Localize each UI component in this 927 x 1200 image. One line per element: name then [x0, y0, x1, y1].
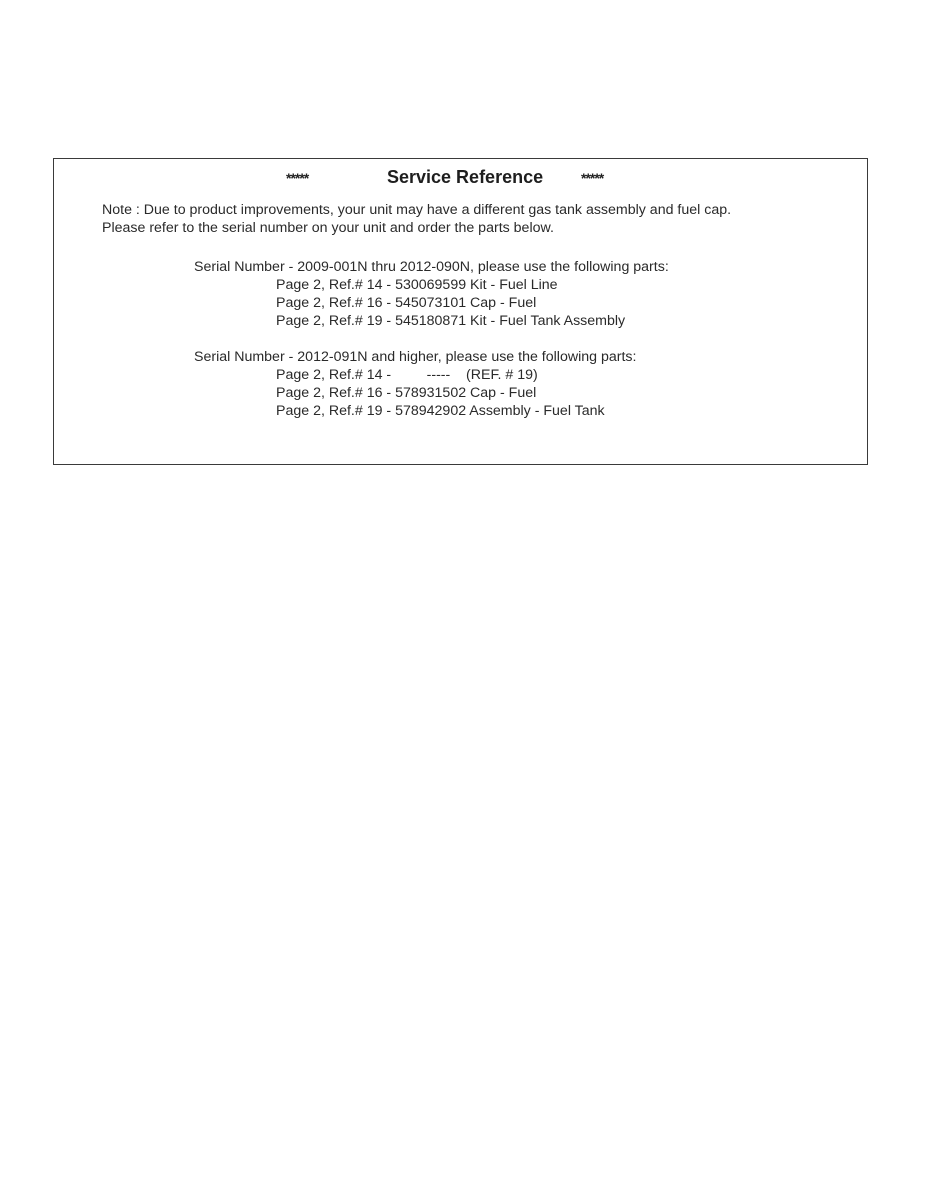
title-row — [54, 167, 867, 189]
part-line: Page 2, Ref.# 14 - ----- (REF. # 19) — [276, 367, 538, 383]
service-reference-title: Service Reference — [387, 167, 544, 187]
note-line-1: Note : Due to product improvements, your unit may have a different gas tank assembly and fuel cap. — [102, 202, 732, 218]
part-line: Page 2, Ref.# 19 - 545180871 Kit - Fuel Tank Assembly — [276, 313, 626, 329]
serial-number-group-1: Serial Number - 2009-001N thru 2012-090N, please use the following parts: — [194, 259, 669, 275]
part-line: Page 2, Ref.# 16 - 545073101 Cap - Fuel — [276, 295, 537, 311]
stars-left: ***** — [286, 170, 309, 186]
part-line: Page 2, Ref.# 14 - 530069599 Kit - Fuel Line — [276, 277, 558, 293]
service-reference-box — [53, 158, 868, 465]
part-line: Page 2, Ref.# 19 - 578942902 Assembly - Fuel Tank — [276, 403, 605, 419]
part-line: Page 2, Ref.# 16 - 578931502 Cap - Fuel — [276, 385, 537, 401]
serial-number-group-2: Serial Number - 2012-091N and higher, please use the following parts: — [194, 349, 637, 365]
note-line-2: Please refer to the serial number on your unit and order the parts below. — [102, 220, 554, 236]
stars-right: ***** — [581, 170, 604, 186]
